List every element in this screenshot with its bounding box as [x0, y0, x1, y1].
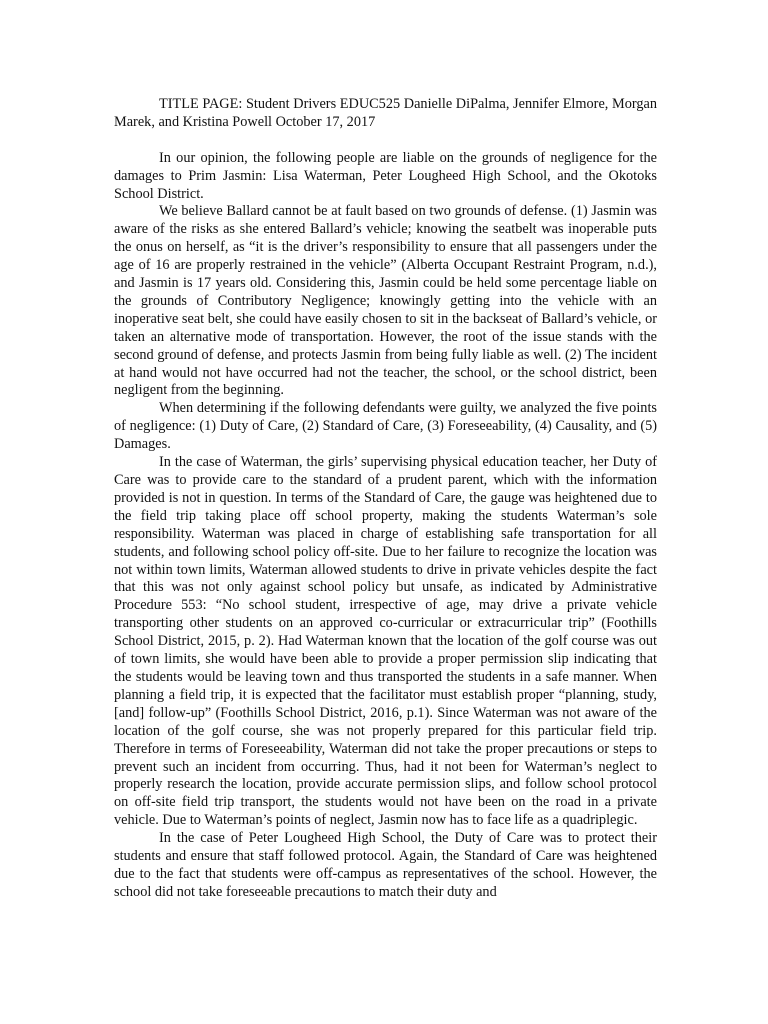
document-body: [114, 96, 657, 902]
paragraph-ballard-defense: We believe Ballard cannot be at fault based on two grounds of defense. (1) Jasmin was aware of the risks as she entered Ballard’s vehicle; knowing the seatbelt was inoperable puts the onus on herself, as “it is the driver’s responsibility to ensure that all passengers under the age of 16 are properly restrained in the vehicle” (Alberta Occupant Restraint Program, n.d.), and Jasmin is 17 years old. Considering this, Jasmin could be held some percentage liable on the grounds of Contributory Negligence; knowingly getting into the vehicle with an inoperative seat belt, she could have easily chosen to sit in the backseat of Ballard’s vehicle, or taken an alternative mode of transportation. However, the root of the issue stands with the second ground of defense, and protects Jasmin from being fully liable as well. (2) The incident at hand would not have occurred had not the teacher, the school, or the school district, been negligent from the beginning.: [114, 203, 657, 399]
paragraph-liable-parties: In our opinion, the following people are liable on the grounds of negligence for the damages to Prim Jasmin: Lisa Waterman, Peter Lougheed High School, and the Okotoks School District.: [114, 149, 657, 202]
paragraph-waterman-case: In the case of Waterman, the girls’ supervising physical education teacher, her Duty of Care was to provide care to the standard of a prudent parent, which with the information provided is not in question. In terms of the Standard of Care, the gauge was heightened due to the field trip taking place off school property, making the students Waterman’s sole responsibility. Waterman was placed in charge of establishing safe transportation for all students, and following school policy off-site. Due to her failure to recognize the location was not within town limits, Waterman allowed students to drive in private vehicles despite the fact that this was not only against school policy but unsafe, as indicated by Administrative Procedure 553: “No school student, irrespective of age, may drive a private vehicle transporting other students on an approved co-curricular or extracurricular trip” (Foothills School District, 2015, p. 2). Had Waterman known that the location of the golf course was out of town limits, she would have been able to provide a proper permission slip indicating that the students would be leaving town and thus transported the students in a safe manner. When planning a field trip, it is expected that the facilitator must establish proper “planning, study, [and] follow-up” (Foothills School District, 2016, p.1). Since Waterman was not aware of the location of the golf course, she was not properly prepared for this particular field trip. Therefore in terms of Foreseeability, Waterman did not take the proper precautions or steps to prevent such an incident from occurring. Thus, had it not been for Waterman’s neglect to properly research the location, provide accurate permission slips, and follow school protocol on off-site field trip transport, the students would not have been on the road in a private vehicle. Due to Waterman’s points of neglect, Jasmin now has to face life as a quadriplegic.: [114, 454, 657, 829]
paragraph-high-school-case: In the case of Peter Lougheed High School, the Duty of Care was to protect their students and ensure that staff followed protocol. Again, the Standard of Care was heightened due to the fact that students were off-campus as representatives of the school. However, the school did not take foreseeable precautions to match their duty and: [114, 830, 657, 900]
paragraph-negligence-points: When determining if the following defendants were guilty, we analyzed the five points of negligence: (1) Duty of Care, (2) Standard of Care, (3) Foreseeability, (4) Causality, and (5) Damages.: [114, 400, 657, 453]
title-paragraph: TITLE PAGE: Student Drivers EDUC525 Danielle DiPalma, Jennifer Elmore, Morgan Marek, and Kristina Powell October 17, 2017: [114, 96, 657, 130]
